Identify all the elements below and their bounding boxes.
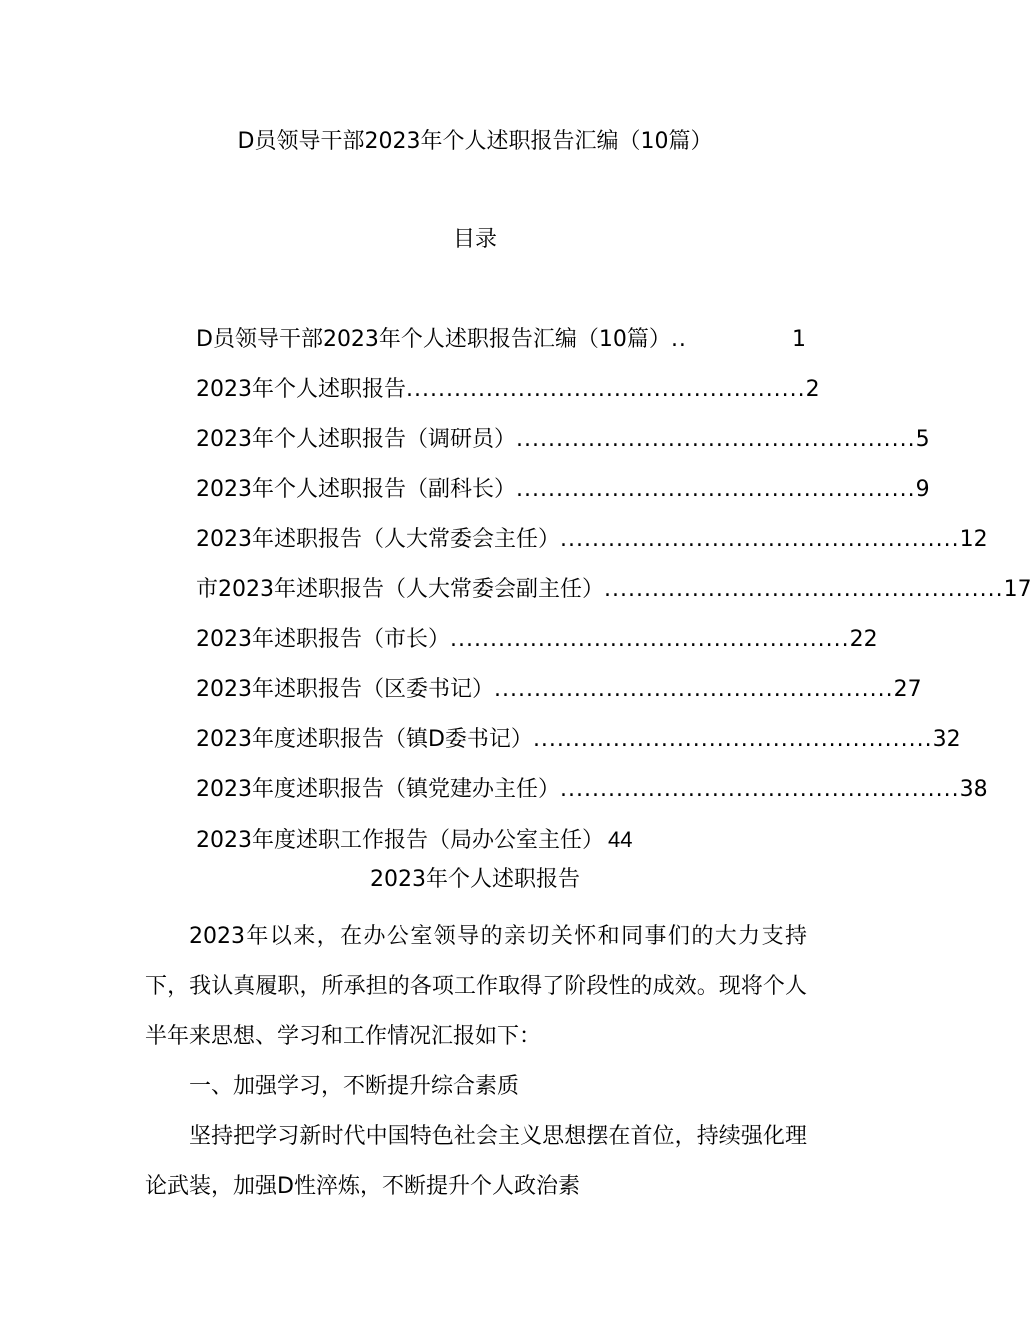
toc-entry-page: 1	[792, 327, 806, 352]
toc-entry-leader: ..................................................	[494, 677, 894, 702]
toc-entry-page: 22	[849, 627, 878, 652]
toc-entry-leader: ..................................................	[406, 377, 806, 402]
toc-entry-page: 9	[915, 477, 930, 502]
toc-entry-title: 2023年个人述职报告	[196, 377, 406, 402]
toc-entry-page: 12	[959, 527, 988, 552]
toc-entry[interactable]	[196, 622, 878, 672]
body-text	[145, 912, 807, 1212]
table-of-contents	[196, 322, 1032, 860]
toc-entry[interactable]	[196, 772, 988, 822]
toc-entry-page: 32	[932, 727, 961, 752]
toc-entry-title: 2023年度述职工作报告（局办公室主任）	[196, 828, 604, 853]
toc-entry-title: 2023年个人述职报告（调研员）	[196, 427, 516, 452]
toc-entry-page: 44	[608, 827, 633, 852]
toc-entry[interactable]	[196, 372, 820, 422]
toc-entry-leader: ..................................................	[560, 527, 960, 552]
toc-entry-page: 2	[805, 377, 820, 402]
toc-entry-title: 2023年述职报告（市长）	[196, 627, 450, 652]
toc-entry-leader: ..................................................	[532, 727, 933, 752]
toc-entry[interactable]	[196, 822, 806, 860]
toc-entry-leader: ..................................................	[604, 577, 1004, 602]
toc-entry-leader: ..................................................	[450, 627, 850, 652]
toc-entry-title: 市2023年述职报告（人大常委会副主任）	[196, 577, 604, 602]
toc-entry-page: 38	[959, 777, 988, 802]
toc-entry[interactable]	[196, 322, 806, 372]
toc-entry-title: 2023年述职报告（人大常委会主任）	[196, 527, 560, 552]
toc-entry-page: 5	[915, 427, 930, 452]
toc-entry-page: 17	[1003, 577, 1032, 602]
toc-entry-title: 2023年个人述职报告（副科长）	[196, 477, 516, 502]
toc-entry-title: D员领导干部2023年个人述职报告汇编（10篇）	[196, 327, 671, 352]
section-title: 2023年个人述职报告	[370, 867, 580, 892]
toc-entry[interactable]	[196, 672, 922, 722]
section-heading: 一、加强学习，不断提升综合素质	[189, 1074, 520, 1099]
toc-entry[interactable]	[196, 522, 988, 572]
document-title: D员领导干部2023年个人述职报告汇编（10篇）	[237, 129, 713, 154]
toc-entry[interactable]	[196, 572, 1032, 622]
toc-entry-title: 2023年度述职报告（镇党建办主任）	[196, 777, 560, 802]
toc-entry[interactable]	[196, 422, 930, 472]
toc-entry-leader: ..	[670, 327, 687, 352]
paragraph: 坚持把学习新时代中国特色社会主义思想摆在首位，持续强化理论武装，加强D性淬炼，不断提升个人政治素	[145, 1124, 807, 1199]
toc-entry-title: 2023年度述职报告（镇D委书记）	[196, 727, 533, 752]
toc-entry[interactable]	[196, 472, 930, 522]
toc-heading: 目录	[452, 227, 497, 252]
paragraph: 2023年以来，在办公室领导的亲切关怀和同事们的大力支持下，我认真履职，所承担的各项工作取得了阶段性的成效。现将个人半年来思想、学习和工作情况汇报如下：	[145, 924, 807, 1049]
toc-entry-leader: ..................................................	[516, 427, 916, 452]
toc-entry-leader: ..................................................	[516, 477, 916, 502]
toc-entry-page: 27	[893, 677, 922, 702]
toc-entry-leader: ..................................................	[560, 777, 960, 802]
toc-entry[interactable]	[196, 722, 961, 772]
toc-entry-title: 2023年述职报告（区委书记）	[196, 677, 494, 702]
